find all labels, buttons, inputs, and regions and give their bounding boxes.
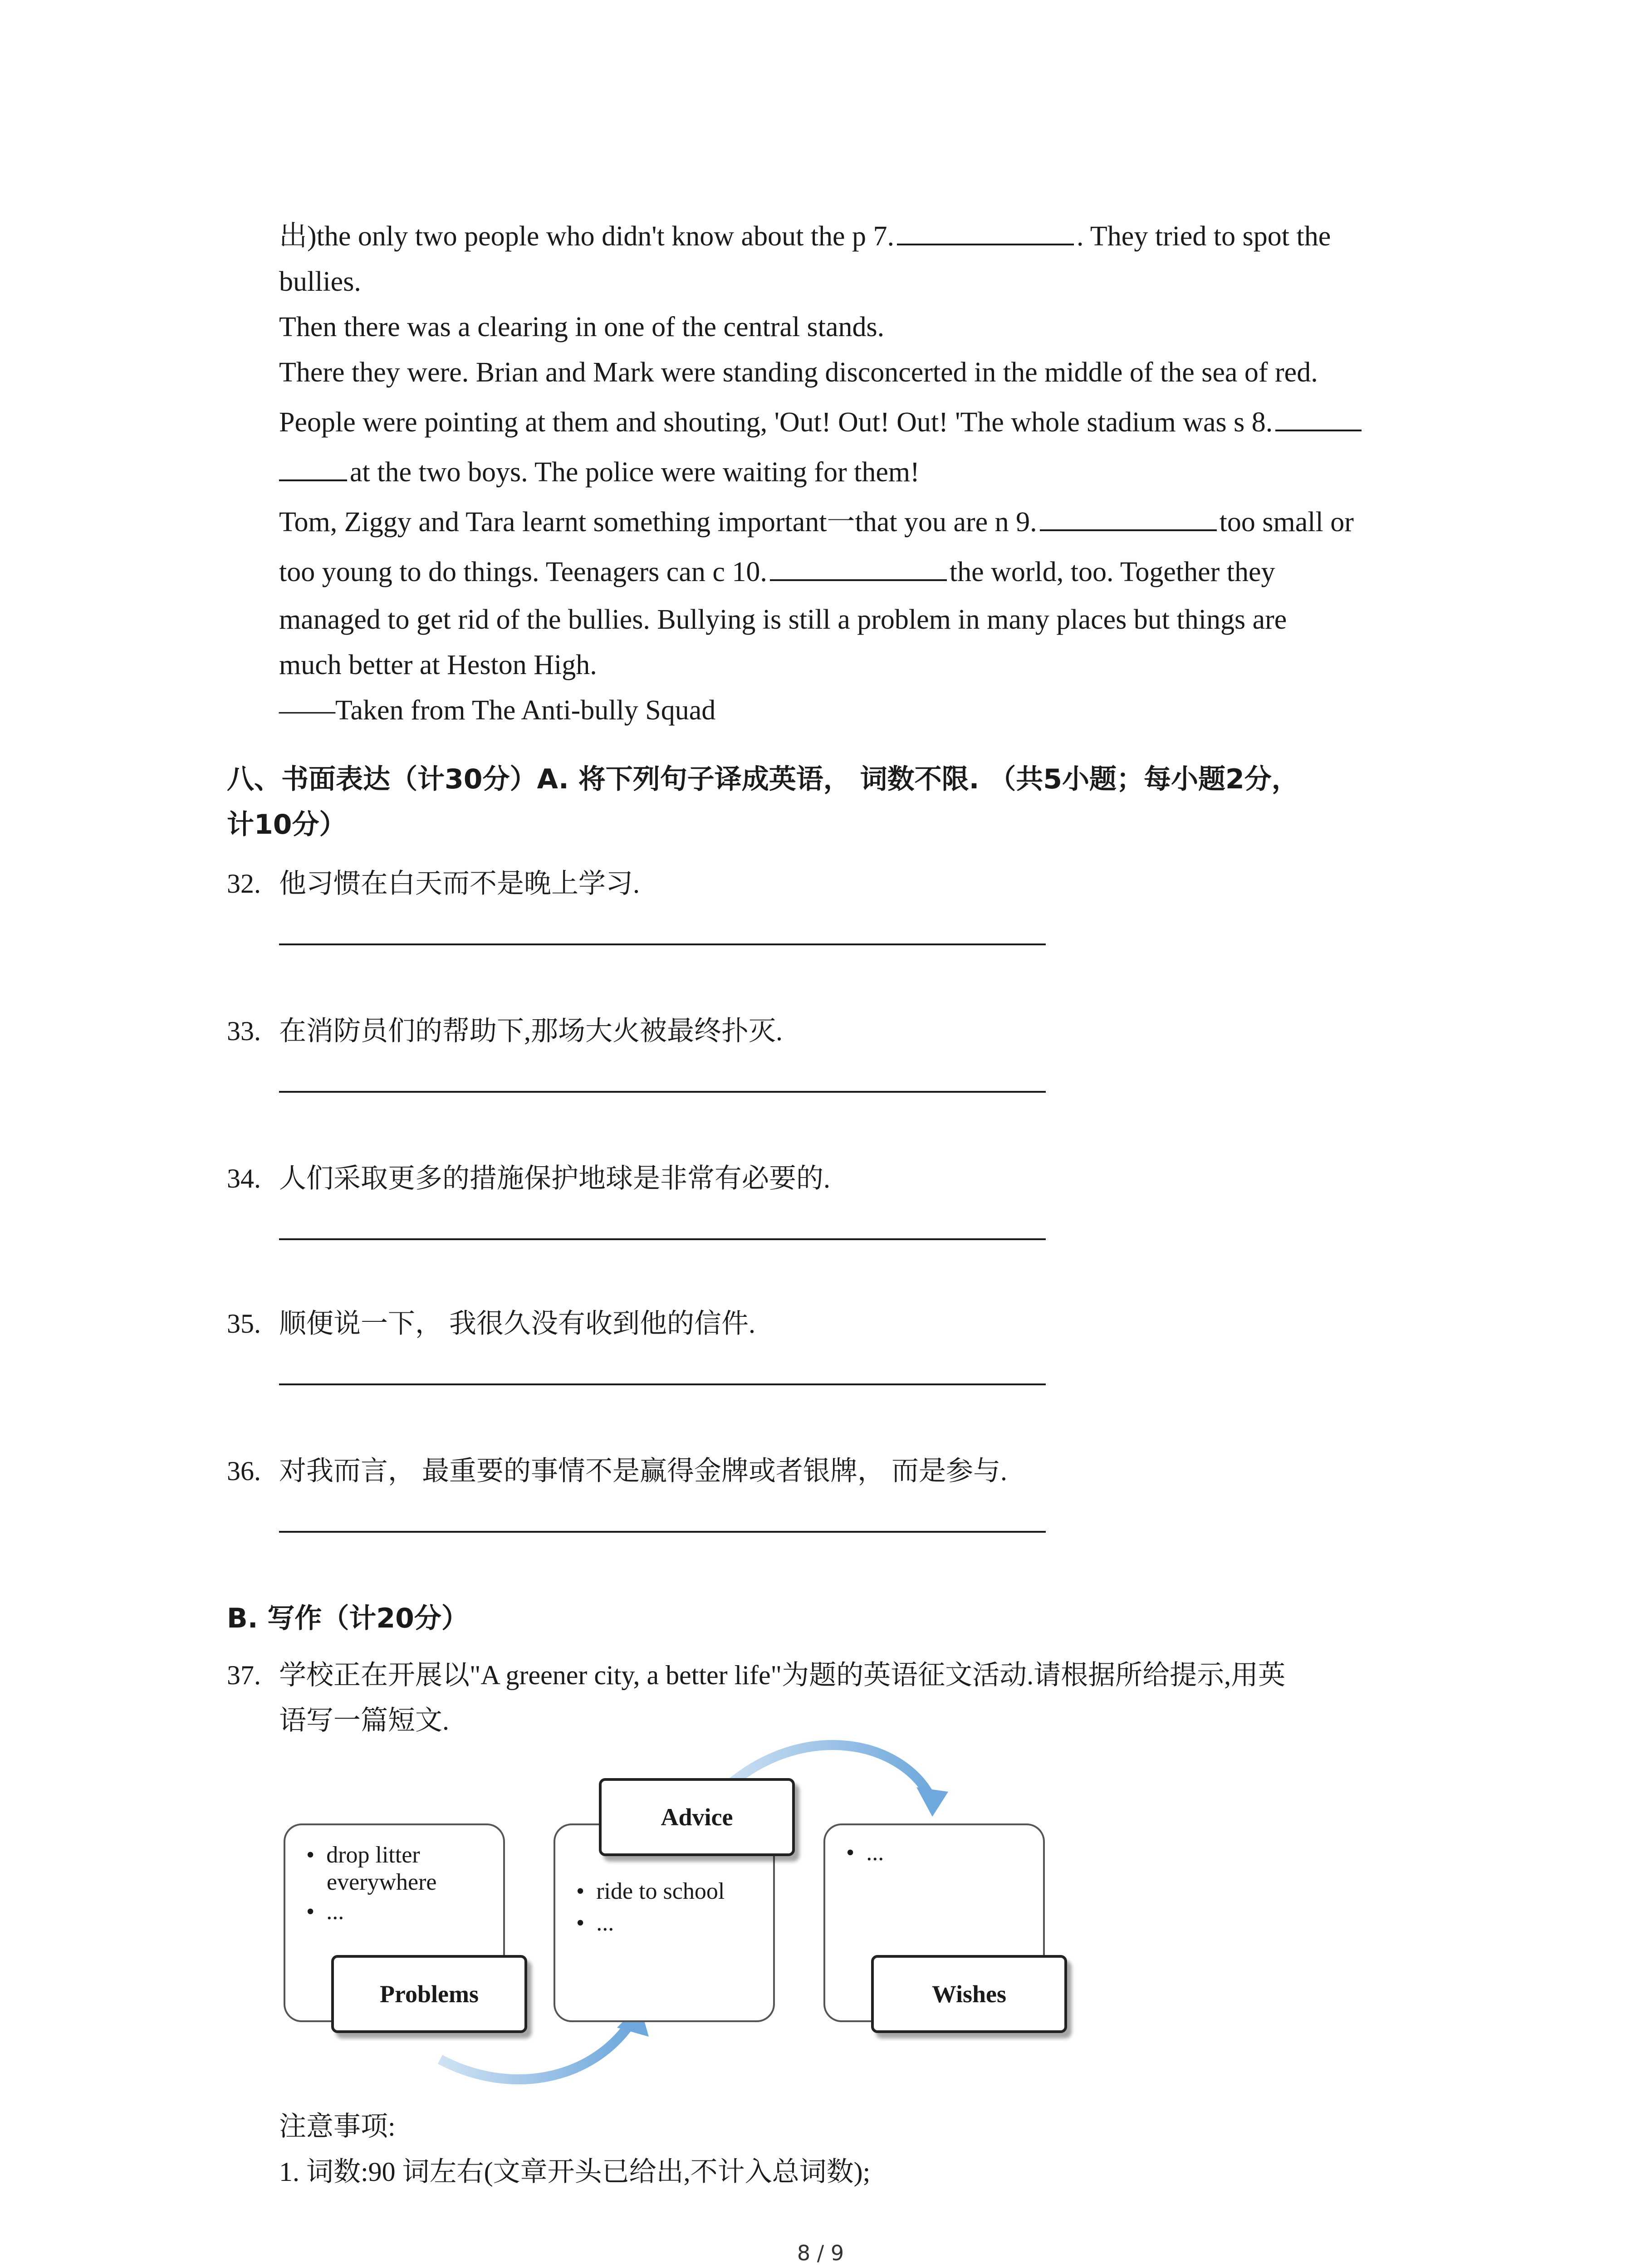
- passage-text: Tom, Ziggy and Tara learnt something important一that you are n 9.: [279, 507, 1037, 538]
- passage-line-10: much better at Heston High.: [279, 650, 597, 680]
- passage-line-6: [279, 458, 920, 486]
- question-text: 对我而言， 最重要的事情不是赢得金牌或者银牌， 而是参与.: [279, 1456, 1007, 1486]
- bullet-text: ...: [326, 1899, 344, 1925]
- bullet-text: drop litter: [326, 1842, 420, 1868]
- advice-label: Advice: [599, 1778, 795, 1856]
- passage-text: too small or: [1219, 507, 1354, 538]
- question-number: 32.: [227, 869, 261, 899]
- blank-7[interactable]: [897, 243, 1074, 245]
- answer-line-35[interactable]: [279, 1383, 1046, 1385]
- bullet-text: ...: [596, 1910, 614, 1936]
- question-text: 人们采取更多的措施保护地球是非常有必要的.: [279, 1163, 830, 1193]
- wishes-label: Wishes: [871, 1955, 1067, 2033]
- question-37: [227, 1653, 1285, 1692]
- question-number: 37.: [227, 1660, 261, 1690]
- question-36: [227, 1449, 1007, 1488]
- answer-line-36[interactable]: [279, 1531, 1046, 1533]
- question-number: 36.: [227, 1456, 261, 1486]
- answer-line-32[interactable]: [279, 943, 1046, 945]
- passage-text: People were pointing at them and shouting, 'Out! Out! Out! 'The whole stadium was s 8.: [279, 407, 1273, 438]
- question-number: 33.: [227, 1016, 261, 1046]
- passage-text: . They tried to spot the: [1077, 221, 1331, 252]
- problems-bullet-1-cont: everywhere: [327, 1869, 437, 1895]
- question-text: 他习惯在白天而不是晚上学习.: [279, 869, 640, 899]
- notes-title: 注意事项:: [279, 2112, 396, 2141]
- question-33: [227, 1009, 783, 1048]
- passage-line-9: managed to get rid of the bullies. Bullying is still a problem in many places but things are: [279, 604, 1287, 635]
- passage-line-7: [279, 508, 1354, 536]
- problems-label: Problems: [331, 1955, 527, 2033]
- advice-bullet-1: • ride to school: [576, 1878, 725, 1904]
- problems-bullet-1: • drop litter: [306, 1842, 420, 1868]
- question-32: [227, 862, 640, 901]
- bullet-text: ride to school: [596, 1878, 725, 1904]
- answer-line-34[interactable]: [279, 1238, 1046, 1240]
- writing-heading: B. 写作（计20分）: [227, 1603, 469, 1634]
- question-number: 35.: [227, 1309, 261, 1339]
- bullet-text: ...: [866, 1840, 884, 1866]
- passage-text: too young to do things. Teenagers can c 10.: [279, 557, 767, 587]
- advice-bullet-2: • ...: [576, 1910, 614, 1936]
- page-number: 8 / 9: [797, 2241, 844, 2265]
- problems-bullet-2: • ...: [306, 1899, 344, 1925]
- passage-line-4: There they were. Brian and Mark were standing disconcerted in the middle of the sea of red.: [279, 357, 1318, 388]
- blank-8b[interactable]: [279, 479, 347, 481]
- passage-text: 出)the only two people who didn't know about the p 7.: [279, 221, 895, 252]
- question-text: 学校正在开展以"A greener city, a better life"为题的英语征文活动.请根据所给提示,用英: [279, 1660, 1286, 1690]
- writing-prompt-diagram: [272, 1733, 1089, 2096]
- passage-line-3: Then there was a clearing in one of the central stands.: [279, 312, 885, 342]
- passage-line-5: [279, 408, 1364, 436]
- section-heading-cont: 计10分）: [227, 809, 347, 841]
- question-37-cont: 语写一篇短文.: [279, 1706, 449, 1735]
- question-text: 顺便说一下， 我很久没有收到他的信件.: [279, 1309, 755, 1339]
- blank-9[interactable]: [1040, 529, 1217, 531]
- passage-text: at the two boys. The police were waiting for them!: [350, 457, 920, 488]
- passage-line-8: [279, 558, 1275, 586]
- notes-item-1: 1. 词数:90 词左右(文章开头已给出,不计入总词数);: [279, 2157, 871, 2187]
- question-35: [227, 1302, 755, 1341]
- question-34: [227, 1157, 830, 1196]
- blank-10[interactable]: [770, 579, 947, 581]
- section-heading: 八、书面表达（计30分）A. 将下列句子译成英语， 词数不限. （共5小题；每小题2分，: [227, 763, 1299, 795]
- passage-line-1: [279, 222, 1331, 250]
- question-number: 34.: [227, 1163, 261, 1193]
- answer-line-33[interactable]: [279, 1091, 1046, 1093]
- blank-8a[interactable]: [1275, 429, 1362, 431]
- wishes-bullet-1: • ...: [846, 1840, 884, 1866]
- question-text: 在消防员们的帮助下,那场大火被最终扑灭.: [279, 1016, 783, 1046]
- passage-text: the world, too. Together they: [949, 557, 1275, 587]
- passage-line-2: bullies.: [279, 266, 361, 297]
- passage-source: ——Taken from The Anti-bully Squad: [279, 695, 716, 726]
